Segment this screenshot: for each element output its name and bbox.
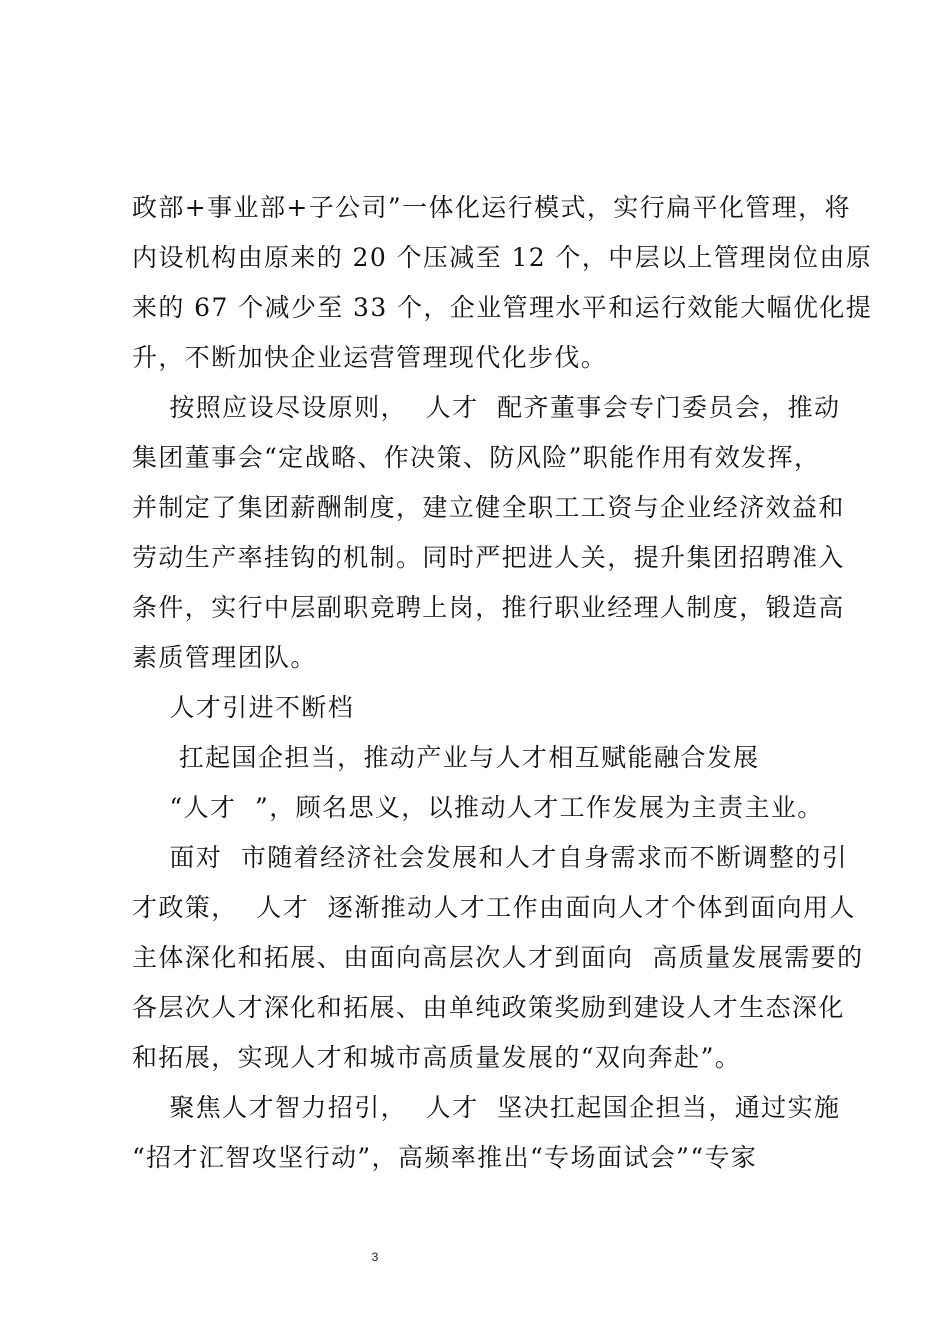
text-line: 政部+事业部+子公司”一体化运行模式，实行扁平化管理，将: [132, 193, 851, 222]
text-line: 并制定了集团薪酬制度，建立健全职工工资与企业经济效益和: [132, 493, 845, 522]
text-line: 面对 市随着经济社会发展和人才自身需求而不断调整的引: [132, 843, 849, 872]
text-line: 主体深化和拓展、由面向高层次人才到面向 高质量发展需要的: [132, 943, 864, 972]
text-line: 升，不断加快企业运营管理现代化步伐。: [132, 343, 608, 372]
text-line: “招才汇智攻坚行动”，高频率推出“专场面试会”“专家: [132, 1143, 758, 1172]
text-line: 按照应设尽设原则， 人才 配齐董事会专门委员会，推动: [132, 393, 841, 422]
text-line: 劳动生产率挂钩的机制。同时严把进人关，提升集团招聘准入: [132, 543, 845, 572]
text-line: 内设机构由原来的 20 个压减至 12 个，中层以上管理岗位由原: [132, 243, 873, 272]
section-subheading: 扛起国企担当，推动产业与人才相互赋能融合发展: [132, 743, 760, 772]
text-line: 和拓展，实现人才和城市高质量发展的“双向奔赴”。: [132, 1043, 742, 1072]
text-line: 才政策， 人才 逐渐推动人才工作由面向人才个体到面向用人: [132, 893, 856, 922]
text-line: 集团董事会“定战略、作决策、防风险”职能作用有效发挥，: [132, 443, 821, 472]
text-line: 各层次人才深化和拓展、由单纯政策奖励到建设人才生态深化: [132, 993, 845, 1022]
text-line: 素质管理团队。: [132, 643, 317, 672]
text-line: “人才 ”，顾名思义，以推动人才工作发展为主责主业。: [132, 793, 824, 822]
page-number: 3: [371, 1250, 379, 1264]
section-heading: 人才引进不断档: [132, 693, 355, 722]
text-line: 来的 67 个减少至 33 个，企业管理水平和运行效能大幅优化提: [132, 293, 873, 322]
text-line: 条件，实行中层副职竞聘上岗，推行职业经理人制度，锻造高: [132, 593, 845, 622]
text-line: 聚焦人才智力招引， 人才 坚决扛起国企担当，通过实施: [132, 1093, 841, 1122]
